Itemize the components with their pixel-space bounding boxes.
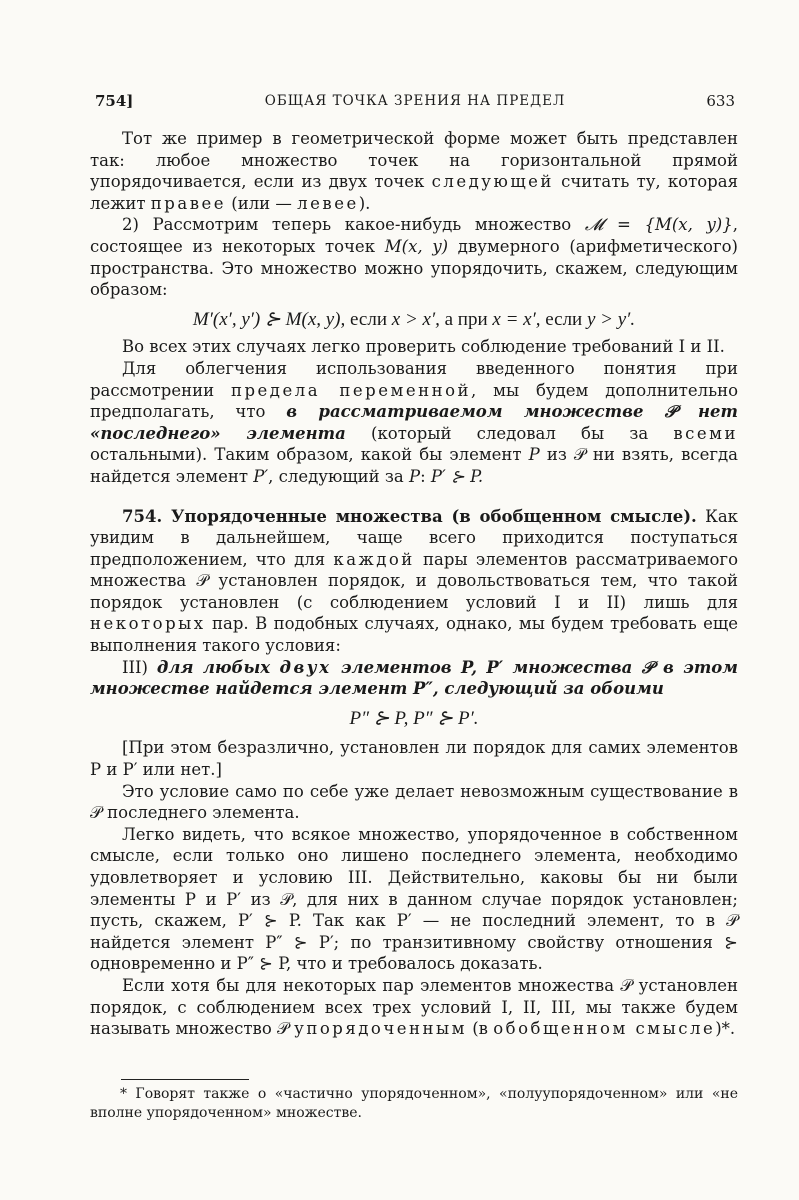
footnote-divider <box>121 1079 249 1080</box>
paragraph-proof: Легко видеть, что всякое множество, упорядоченное в собственном смысле, если только оно лишено последнего элемента, необходимо удовлетворяет и условию III. Действительно, каковы бы ни были элементы P и P′ из 𝒫, для них в данном случае порядок установлен; пусть, скажем, P′ ⊱ P. Так как P′ — не последний элемент, то в 𝒫 найдется элемент P″ ⊱ P′; по транзитивному свойству отношения ⊱ одновременно и P″ ⊱ P, что и требовалось доказать. <box>90 824 738 974</box>
page-title: ОБЩАЯ ТОЧКА ЗРЕНИЯ НА ПРЕДЕЛ <box>264 93 566 109</box>
paragraph-no-last-element: Для облегчения использования введенного понятия при рассмотрении предела переменной, мы будем дополнительно предполагать, что в рассматриваемом множестве 𝒫 нет «последнего» элемента (который следовал бы за всеми остальными). Таким образом, какой бы элемент P из 𝒫 ни взять, всегда найдется элемент P′, следующий за P: P′ ⊱ P. <box>90 358 739 486</box>
paragraph-two-dimensional: 2) Рассмотрим теперь какое-нибудь множество 𝓜 = {M(x, y)}, состоящее из некоторых точек M(x, y) двумерного (арифметического) пространства. Это множество можно упорядочить, скажем, следующим образом: <box>90 215 738 300</box>
page-body <box>90 128 738 1040</box>
ordering-formula: M′(x′, y′) ⊱ M(x, y), если x > x′, а при x = x′, если y > y′. <box>192 308 636 330</box>
paragraph-definition: Если хотя бы для некоторых пар элементов множества 𝒫 установлен порядок, с соблюдением всех трех условий I, II, III, мы также будем называть множество 𝒫 упорядоченным (в обобщенном смысле)*. <box>90 975 738 1039</box>
footnote-text: * Говорят также о «частично упорядоченном», «полуупорядоченном» или «не вполне упорядоченном» множестве. <box>90 1086 738 1121</box>
section-reference: 754] <box>95 92 134 110</box>
running-header <box>95 92 735 116</box>
paragraph-impossibility: Это условие само по себе уже делает невозможным существование в 𝒫 последнего элемента. <box>90 781 738 823</box>
paragraph-geometric-example: Тот же пример в геометрической форме может быть представлен так: любое множество точек на горизонтальной прямой упорядочивается, если из двух точек следующей считать ту, которая лежит правее (или — левее). <box>90 129 738 213</box>
condition-three: III) для любых двух элементов P, P′ множества 𝒫 в этом множестве найдется элемент P″, следующий за обоими <box>90 657 738 699</box>
condition-formula: P″ ⊱ P, P″ ⊱ P′. <box>349 707 479 729</box>
page-number: 633 <box>706 92 735 110</box>
section-heading: 754. Упорядоченные множества (в обобщенном смысле). <box>122 506 697 526</box>
paragraph-requirements: Во всех этих случаях легко проверить соблюдение требований I и II. <box>122 337 725 357</box>
paragraph-remark: [При этом безразлично, установлен ли порядок для самих элементов P и P′ или нет.] <box>90 738 738 780</box>
footnote <box>90 1085 738 1123</box>
section-754: 754. Упорядоченные множества (в обобщенном смысле). Как увидим в дальнейшем, чаще всего приходится поступаться предположением, что для каждой пары элементов рассматриваемого множества 𝒫 установлен порядок, и довольствоваться тем, что такой порядок установлен (с соблюдением условий I и II) лишь для некоторых пар. В подобных случаях, однако, мы будем требовать еще выполнения такого условия: <box>90 506 738 656</box>
